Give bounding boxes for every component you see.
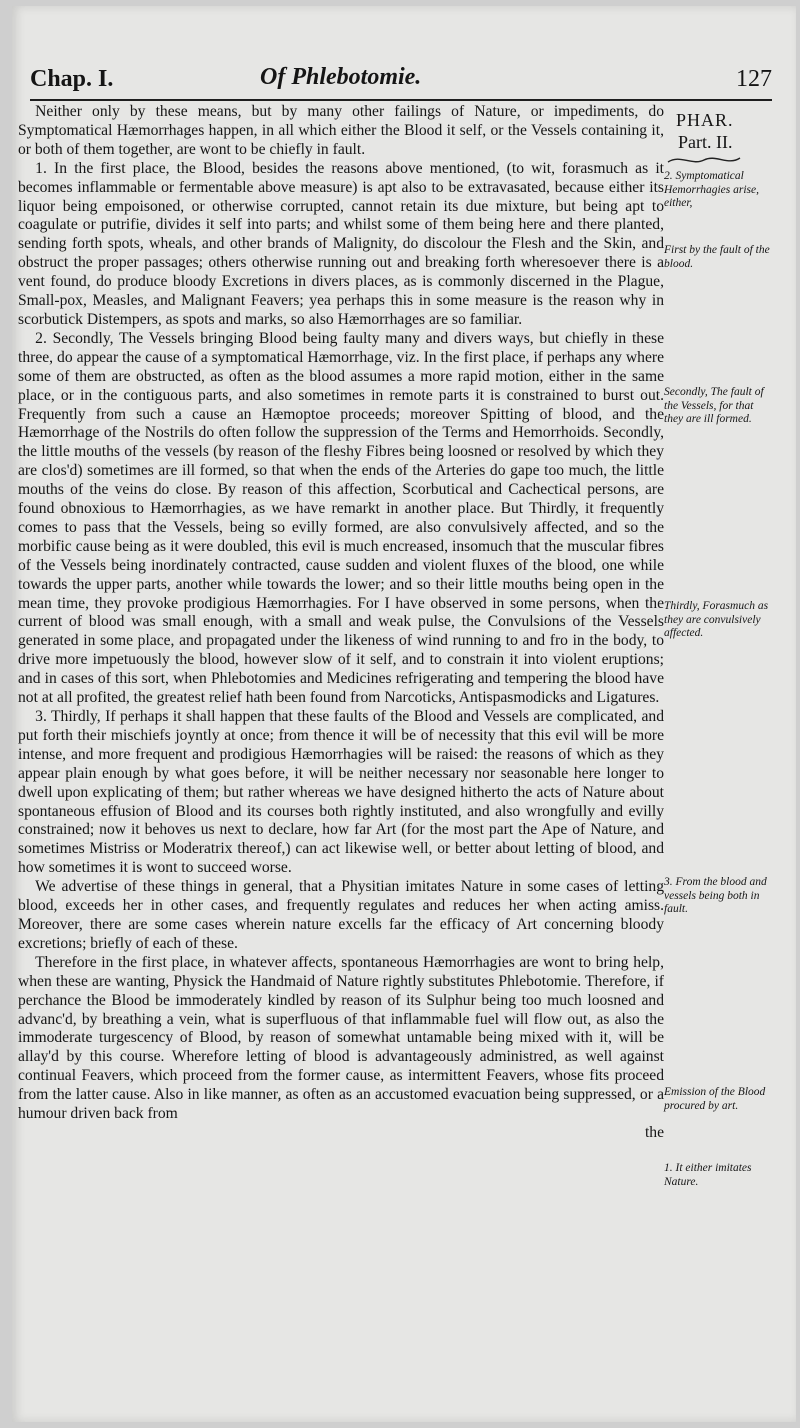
page-title: Of Phlebotomie.: [260, 64, 422, 90]
marginal-note: 1. It either imitates Nature.: [664, 1162, 752, 1188]
paragraph: 1. In the first place, the Blood, besides the reasons above mentioned, (to wit, forasmuch as it becomes inflammable or fermentable above measure) is apt also to be extravasated, because either its liquor being empoisoned, or otherwise corrupted, cannot retain its due mixture, but being apt to coagulate or putrifie, divides it self into parts; and whilst some of them being here and there planted, sending forth spots, wheals, and other brands of Malignity, do discolour the Flesh and the Skin, and obstruct the proper passages; others otherwise running out and breaking forth wheresoever there is a vent found, do produce bloody Excretions in divers places, as is commonly discerned in the Plague, Small-pox, Measles, and Malignant Feavers; yea perhaps this in some measure is the reason why in scorbutick Distempers, as spots and marks, so also Hæmorrhages are so familiar.: [18, 159, 664, 328]
marginal-note: Thirdly, Forasmuch as they are convulsively affected.: [664, 600, 769, 640]
marginal-note: Emission of the Blood procured by art.: [664, 1086, 766, 1112]
running-header: [30, 60, 772, 100]
header-rule: [30, 99, 772, 101]
marginal-note: First by the fault of the blood.: [664, 244, 770, 270]
paragraph: 2. Secondly, The Vessels bringing Blood being faulty many and divers ways, but chiefly in these three, do appear the cause of a symptomatical Hæmorrhage, viz. In the first place, if perhaps any where some of them are obstructed, as often as the blood assumes a more rapid motion, either in the same place, or in the contiguous parts, and also sometimes in remote parts it is constrained to burst out. Frequently from such a cause an Hæmoptoe proceeds; moreover Spitting of blood, and the Hæmorrhage of the Nostrils do often follow the suppression of the Terms and Hemorrhoids. Secondly, the little mouths of the vessels (by reason of the fleshy Fibres being loosned or resolved by which they are clos'd) sometimes are ill formed, so that when the ends of the Arteries do gape too much, the little mouths of the veins do close. By reason of this affection, Scorbutical and Cachectical persons, are found obnoxious to Hæmorrhagies, as we have remarkt in another place. But Thirdly, it frequently comes to pass that the Vessels, being so evilly formed, are also convulsively affected, and so the morbific cause being as it were doubled, this evil is much encreased, insomuch that the muscular fibres of the Vessels being inordinately contracted, cause sudden and violent fluxes of the blood, one while towards the upper parts, another while towards the lower; and so their little mouths being open in the mean time, they provoke prodigious Hæmorrhagies. For I have observed in some persons, when the current of blood was small enough, with a small and weak pulse, the Convulsions of the Vessels generated in some place, and propagated under the likeness of wind running to and fro in the body, to drive more impetuously the blood, however slow of it self, and to constrain it into violent eruptions; and in cases of this sort, when Phlebotomies and Medicines refrigerating and tempering the blood have not at all profited, the greatest relief hath been found from Narcoticks, Antispasmodicks and Ligatures.: [18, 329, 664, 707]
chapter-label: Chap. I.: [30, 66, 114, 92]
marginal-note: 2. Symptomatical Hemorrhagies arise, either,: [664, 170, 759, 210]
catchword: the: [644, 1123, 664, 1141]
side-header-part: Part. II.: [678, 132, 733, 152]
marginal-note: 3. From the blood and vessels being both in fault.: [664, 876, 767, 916]
paragraph: Neither only by these means, but by many other failings of Nature, or impediments, do Symptomatical Hæmorrhages happen, in all which either the Blood it self, or the Vessels containing it, or both of them together, are wont to be chiefly in fault.: [18, 103, 664, 158]
paragraph: We advertise of these things in general, that a Physitian imitates Nature in some cases of letting blood, exceeds her in other cases, and frequently regulates and reduces her when acting amiss. Moreover, there are some cases wherein nature excells far the efficacy of Art concerning bloody excretions; briefly of each of these.: [18, 878, 664, 952]
flourish-ornament: [664, 152, 744, 168]
marginal-note: Secondly, The fault of the Vessels, for that they are ill formed.: [664, 386, 764, 426]
body-text: [18, 103, 664, 1143]
page-number: 127: [736, 66, 772, 92]
paragraph: Therefore in the first place, in whatever affects, spontaneous Hæmorrhagies are wont to bring help, when these are wanting, Physick the Handmaid of Nature rightly substitutes Phlebotomie. Therefore, if perchance the Blood be immoderately kindled by reason of its Sulphur being too much loosned and advanc'd, by breathing a vein, what is superfluous of that inflammable fuel will flow out, as also the immoderate turgescency of Blood, by reason of somewhat untamable being mixed with it, will be allay'd by this course. Wherefore letting of blood is advantageously administred, as well against continual Feavers, which proceed from the former cause, as intermittent Feavers, whose fits proceed from the latter cause. Also in like manner, as often as an accustomed evacuation being suppressed, or a humour driven back from: [18, 953, 664, 1123]
side-header-phar: PHAR.: [676, 110, 734, 130]
paragraph: 3. Thirdly, If perhaps it shall happen that these faults of the Blood and Vessels are complicated, and put forth their mischiefs joyntly at once; from thence it will be of necessity that this evil will be more intense, and more frequent and prodigious Hæmorrhagies will be raised: the reasons of which as they appear plain enough by what goes before, it will be neither necessary nor seasonable here longer to dwell upon explicating of them; but rather whereas we have designed hitherto the acts of Nature about spontaneous effusion of Blood and its courses both rightly instituted, and also wrongfully and evilly constrained; now it behoves us next to declare, how far Art (for the most part the Ape of Nature, and sometimes Mistriss or Moderatrix thereof,) can act likewise well, or better about letting of blood, and how sometimes it is wont to succeed worse.: [18, 708, 664, 877]
